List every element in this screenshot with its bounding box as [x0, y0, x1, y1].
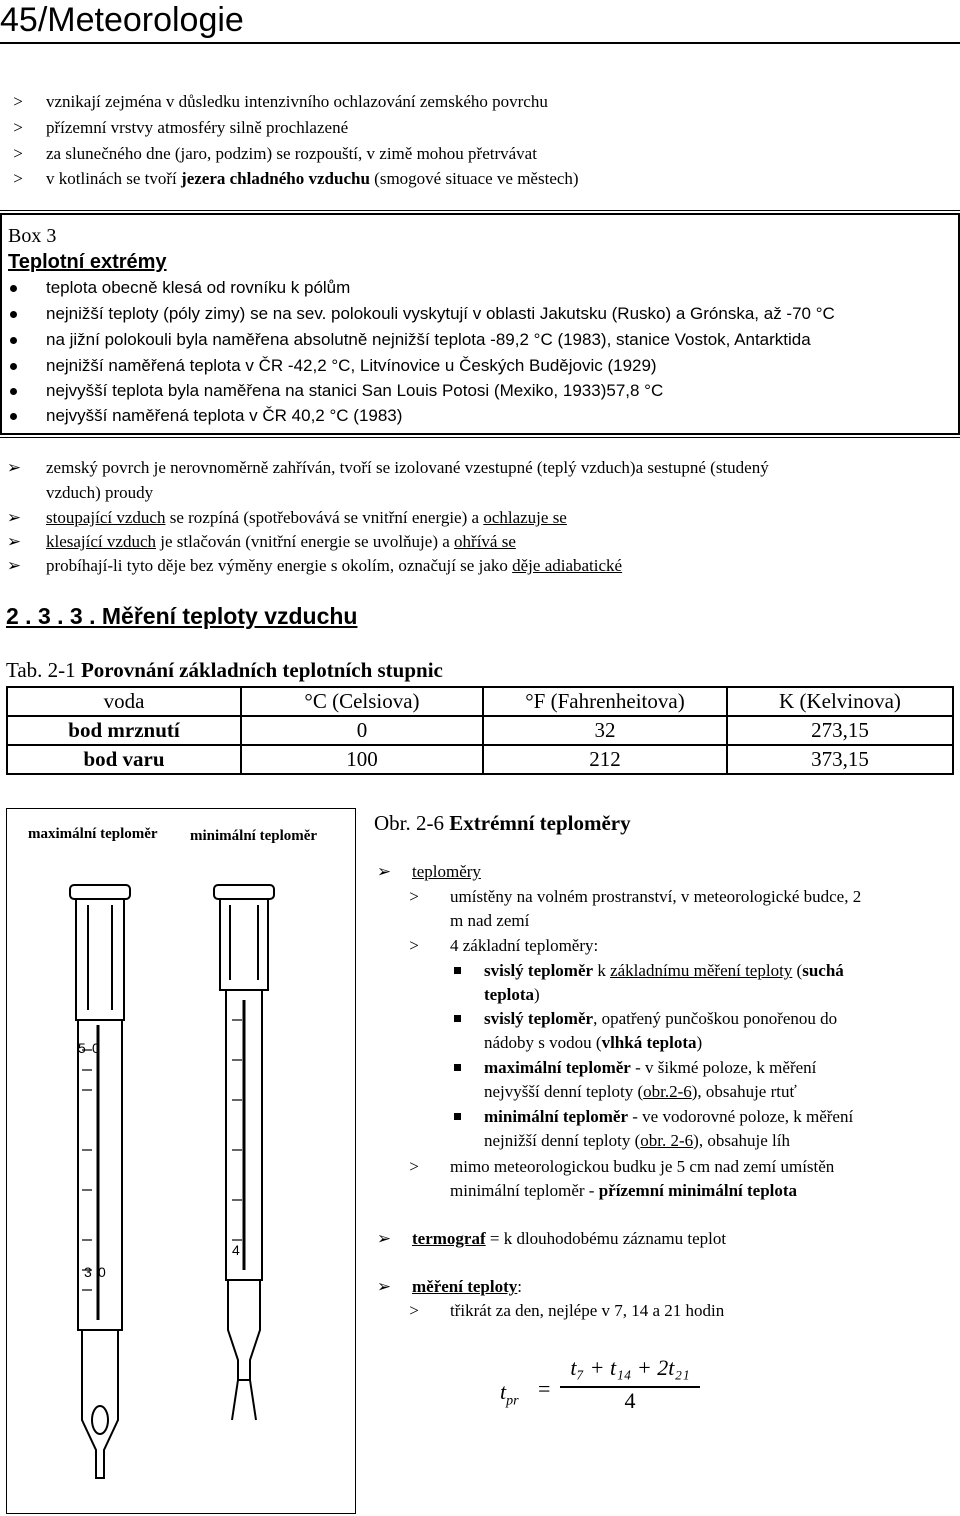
table-cell: 100	[241, 745, 483, 774]
table-cell: 373,15	[727, 745, 953, 774]
temperature-scales-table	[6, 686, 954, 775]
table-header: °C (Celsiova)	[241, 687, 483, 716]
formula-numerator: t₇ + t₁₄ + 2t₂₁	[570, 1355, 690, 1380]
square-bullet-icon	[454, 967, 461, 974]
table-header: voda	[7, 687, 241, 716]
formula-lhs: $t_{pr}$	[500, 1379, 519, 1409]
table-header: K (Kelvinova)	[727, 687, 953, 716]
arrow-bullet-icon: ➢	[376, 1277, 392, 1296]
table-cell: 273,15	[727, 716, 953, 745]
table-cell: 32	[483, 716, 727, 745]
table-cell: bod varu	[7, 745, 241, 774]
arrow-bullet-icon: ➢	[6, 508, 22, 527]
label-max-thermometer: maximální teploměr	[28, 826, 158, 842]
scale-mark: 3	[84, 1264, 92, 1280]
table-header: °F (Fahrenheitova)	[483, 687, 727, 716]
square-bullet-icon	[454, 1064, 461, 1071]
arrow-bullet-icon: ➢	[6, 532, 22, 551]
scale-mark: 0	[92, 1040, 100, 1056]
table-row	[7, 716, 953, 745]
arrow-bullet-icon: ➢	[376, 1229, 392, 1248]
figure-caption: Obr. 2-6 Extrémní teploměry	[374, 811, 631, 835]
section-heading: 2 . 3 . 3 . Měření teploty vzduchu	[6, 603, 358, 629]
page-title: 45/Meteorologie	[0, 0, 960, 44]
table-cell: 212	[483, 745, 727, 774]
scale-mark: 5	[78, 1040, 86, 1056]
square-bullet-icon	[454, 1015, 461, 1022]
max-thermometer-icon	[70, 885, 130, 1478]
table-header-row	[7, 687, 953, 716]
square-bullet-icon	[454, 1113, 461, 1120]
arrow-bullet-icon: ➢	[376, 862, 392, 881]
scale-mark: 4	[232, 1242, 240, 1258]
formula-denominator: 4	[624, 1388, 636, 1413]
min-thermometer-icon	[214, 885, 274, 1420]
box-heading: Teplotní extrémy	[8, 251, 167, 273]
scale-mark: 0	[98, 1264, 106, 1280]
label-min-thermometer: minimální teploměr	[190, 828, 318, 844]
box-label: Box 3	[8, 225, 57, 247]
table-cell: bod mrznutí	[7, 716, 241, 745]
arrow-bullet-icon: ➢	[6, 556, 22, 575]
table-caption: Tab. 2-1 Porovnání základních teplotních stupnic	[6, 658, 443, 682]
box-teplotni-extremy	[0, 213, 960, 435]
thermometer-drawing	[6, 860, 354, 1510]
arrow-bullet-icon: ➢	[6, 458, 22, 477]
table-row	[7, 745, 953, 774]
formula-equals: =	[538, 1376, 551, 1401]
table-cell: 0	[241, 716, 483, 745]
